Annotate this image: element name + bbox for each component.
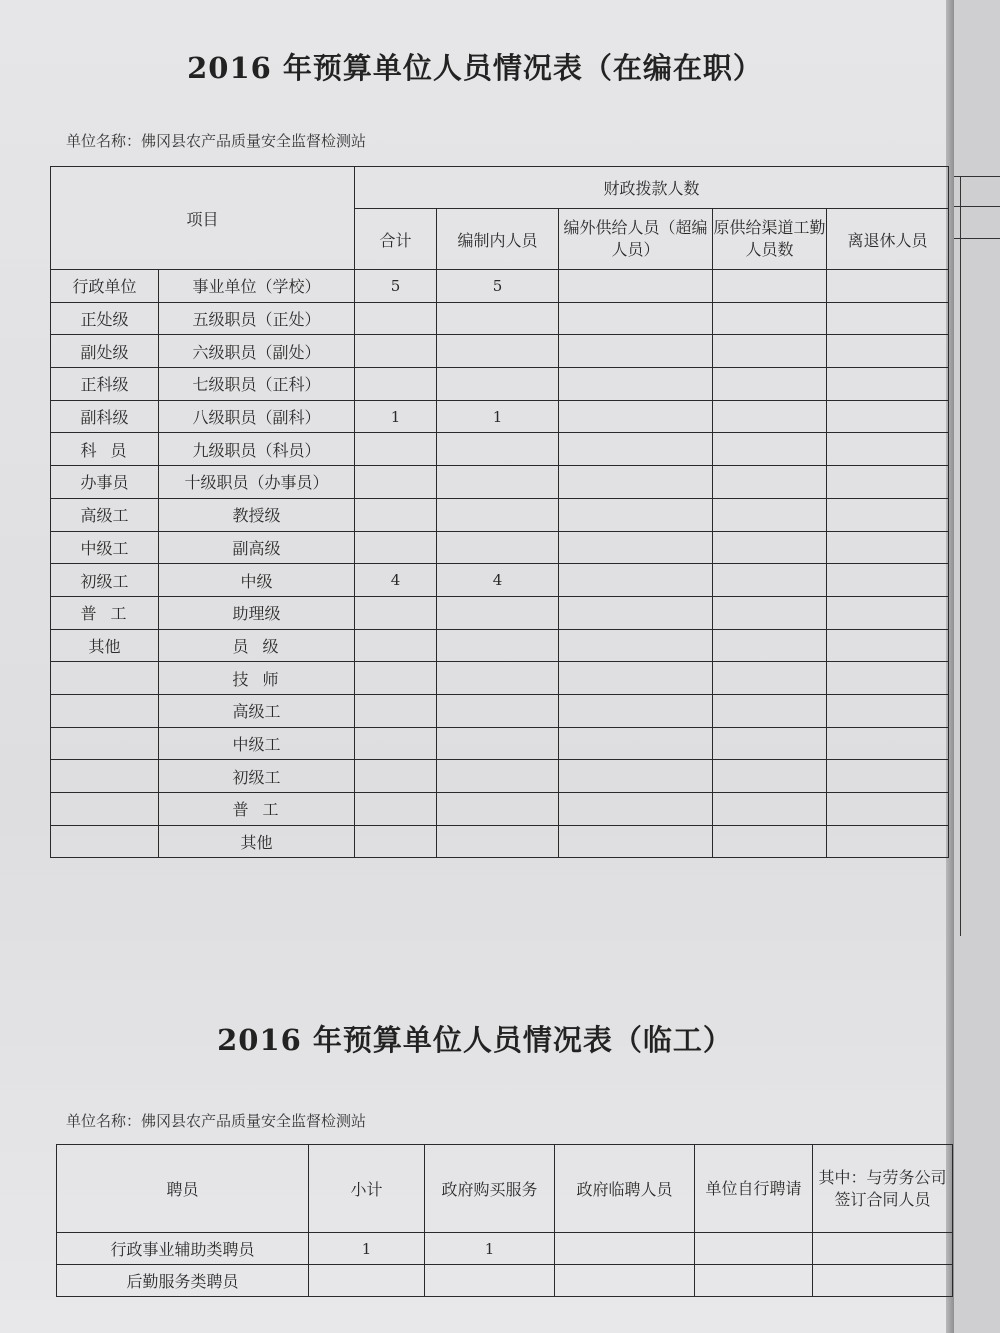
table-row [51, 629, 949, 662]
row-subcategory: 员级 [159, 629, 355, 662]
row-value-cell [827, 400, 949, 433]
row-value-cell [437, 760, 559, 793]
table-row [51, 498, 949, 531]
row-subcategory: 七级职员（正科） [159, 368, 355, 401]
row-category [51, 793, 159, 826]
row-value-cell [713, 433, 827, 466]
row-category: 中级工 [51, 531, 159, 564]
row-value-cell [827, 825, 949, 858]
row-value-cell [713, 335, 827, 368]
table-row [51, 760, 949, 793]
row-value-cell [355, 825, 437, 858]
row-value-cell [827, 760, 949, 793]
row-value-cell [355, 629, 437, 662]
table-row [51, 400, 949, 433]
row-category [51, 694, 159, 727]
row-value-cell: 5 [355, 270, 437, 303]
row-category [51, 662, 159, 695]
row-value-cell [355, 368, 437, 401]
row-category: 正处级 [51, 302, 159, 335]
table-row [51, 531, 949, 564]
row-value-cell [827, 694, 949, 727]
row-value-cell [559, 596, 713, 629]
row-value-cell [559, 498, 713, 531]
row-value-cell [713, 531, 827, 564]
row-value-cell [355, 335, 437, 368]
row-label: 后勤服务类聘员 [57, 1265, 309, 1297]
row-value-cell [559, 825, 713, 858]
t2-header-labor-contract: 其中：与劳务公司签订合同人员 [813, 1145, 953, 1233]
row-value-cell [355, 694, 437, 727]
row-category: 办事员 [51, 466, 159, 499]
row-value-cell [309, 1265, 425, 1297]
row-value-cell [827, 466, 949, 499]
row-subcategory: 技师 [159, 662, 355, 695]
row-value-cell [437, 433, 559, 466]
row-value-cell [713, 498, 827, 531]
row-value-cell [827, 433, 949, 466]
t2-header-gov-temp: 政府临聘人员 [555, 1145, 695, 1233]
staff-table-onduty [50, 166, 949, 858]
row-subcategory: 十级职员（办事员） [159, 466, 355, 499]
row-value-cell: 1 [437, 400, 559, 433]
table-row [51, 793, 949, 826]
row-value-cell [355, 596, 437, 629]
row-value-cell [355, 302, 437, 335]
table2-title: 2016 年预算单位人员情况表（临工） [217, 1023, 733, 1057]
row-value-cell [425, 1265, 555, 1297]
row-value-cell [827, 727, 949, 760]
row-label: 行政事业辅助类聘员 [57, 1233, 309, 1265]
row-value-cell: 5 [437, 270, 559, 303]
row-value-cell: 4 [355, 564, 437, 597]
row-value-cell [437, 694, 559, 727]
row-value-cell [559, 302, 713, 335]
row-value-cell [559, 760, 713, 793]
header-established: 编制内人员 [437, 209, 559, 270]
t2-header-gov-purchase: 政府购买服务 [425, 1145, 555, 1233]
row-value-cell [559, 793, 713, 826]
t2-header-subtotal: 小计 [309, 1145, 425, 1233]
row-subcategory: 教授级 [159, 498, 355, 531]
row-value-cell: 4 [437, 564, 559, 597]
row-value-cell [827, 335, 949, 368]
row-value-cell [713, 760, 827, 793]
row-category: 副处级 [51, 335, 159, 368]
row-value-cell [827, 531, 949, 564]
row-category: 普工 [51, 596, 159, 629]
adjacent-page-edge [954, 0, 1000, 1333]
row-value-cell [437, 825, 559, 858]
table-row [51, 335, 949, 368]
row-value-cell [827, 596, 949, 629]
row-subcategory: 中级 [159, 564, 355, 597]
row-subcategory: 助理级 [159, 596, 355, 629]
row-value-cell [813, 1265, 953, 1297]
table1-unit-name: 单位名称：佛冈县农产品质量安全监督检测站 [66, 132, 367, 150]
row-value-cell [559, 727, 713, 760]
header-item: 项目 [51, 167, 355, 270]
row-value-cell [437, 302, 559, 335]
t2-header-self-hired: 单位自行聘请 [695, 1145, 813, 1233]
row-value-cell [827, 629, 949, 662]
table-row [51, 302, 949, 335]
header-fiscal-group: 财政拨款人数 [355, 167, 949, 209]
row-subcategory: 五级职员（正处） [159, 302, 355, 335]
table-row [51, 694, 949, 727]
row-value-cell [437, 596, 559, 629]
table-row [51, 466, 949, 499]
row-value-cell [437, 498, 559, 531]
row-category: 高级工 [51, 498, 159, 531]
row-subcategory: 九级职员（科员） [159, 433, 355, 466]
row-value-cell [713, 302, 827, 335]
header-retired: 离退休人员 [827, 209, 949, 270]
table1-title: 2016 年预算单位人员情况表（在编在职） [187, 51, 763, 85]
row-subcategory: 其他 [159, 825, 355, 858]
table-row [57, 1265, 953, 1297]
row-value-cell [827, 498, 949, 531]
row-value-cell [827, 662, 949, 695]
row-value-cell [559, 662, 713, 695]
row-category: 副科级 [51, 400, 159, 433]
row-category: 科员 [51, 433, 159, 466]
row-value-cell [713, 596, 827, 629]
row-category [51, 825, 159, 858]
staff-table-temporary [56, 1144, 953, 1297]
row-value-cell [355, 498, 437, 531]
row-value-cell [559, 400, 713, 433]
row-value-cell [437, 629, 559, 662]
row-value-cell [827, 564, 949, 597]
row-subcategory: 中级工 [159, 727, 355, 760]
row-value-cell [713, 270, 827, 303]
row-subcategory: 高级工 [159, 694, 355, 727]
row-value-cell [437, 368, 559, 401]
row-value-cell [713, 825, 827, 858]
t2-header-employee: 聘员 [57, 1145, 309, 1233]
row-value-cell [559, 466, 713, 499]
row-value-cell [713, 793, 827, 826]
row-subcategory: 六级职员（副处） [159, 335, 355, 368]
table-row [51, 825, 949, 858]
header-original-workers: 原供给渠道工勤人员数 [713, 209, 827, 270]
row-value-cell [713, 727, 827, 760]
row-value-cell [827, 793, 949, 826]
row-value-cell [713, 466, 827, 499]
table-row [51, 368, 949, 401]
row-value-cell [713, 368, 827, 401]
row-value-cell [559, 531, 713, 564]
row-value-cell [559, 270, 713, 303]
row-value-cell [695, 1233, 813, 1265]
row-value-cell [437, 335, 559, 368]
table-row [57, 1233, 953, 1265]
row-value-cell [355, 793, 437, 826]
row-value-cell [437, 727, 559, 760]
table-row [51, 270, 949, 303]
table-row [51, 662, 949, 695]
row-value-cell [355, 433, 437, 466]
row-value-cell [355, 760, 437, 793]
row-value-cell [559, 335, 713, 368]
header-extra-staff: 编外供给人员（超编人员） [559, 209, 713, 270]
row-value-cell [827, 302, 949, 335]
row-value-cell [695, 1265, 813, 1297]
row-value-cell: 1 [425, 1233, 555, 1265]
row-value-cell [559, 368, 713, 401]
row-subcategory: 初级工 [159, 760, 355, 793]
table-row [51, 564, 949, 597]
row-value-cell [813, 1233, 953, 1265]
row-subcategory: 八级职员（副科） [159, 400, 355, 433]
row-value-cell: 1 [355, 400, 437, 433]
row-category: 初级工 [51, 564, 159, 597]
row-value-cell [559, 694, 713, 727]
row-subcategory: 事业单位（学校） [159, 270, 355, 303]
row-value-cell [559, 433, 713, 466]
row-category: 其他 [51, 629, 159, 662]
header-total: 合计 [355, 209, 437, 270]
table-row [51, 596, 949, 629]
row-value-cell [437, 531, 559, 564]
row-value-cell [555, 1265, 695, 1297]
row-value-cell [713, 564, 827, 597]
row-value-cell [559, 629, 713, 662]
row-value-cell [713, 662, 827, 695]
row-value-cell [827, 270, 949, 303]
row-category: 正科级 [51, 368, 159, 401]
row-value-cell [713, 400, 827, 433]
row-subcategory: 普工 [159, 793, 355, 826]
row-category [51, 760, 159, 793]
row-value-cell [355, 531, 437, 564]
row-value-cell [559, 564, 713, 597]
row-value-cell [713, 629, 827, 662]
row-value-cell [437, 466, 559, 499]
row-value-cell [355, 727, 437, 760]
row-subcategory: 副高级 [159, 531, 355, 564]
table-row [51, 727, 949, 760]
row-value-cell [713, 694, 827, 727]
row-value-cell [355, 466, 437, 499]
row-category [51, 727, 159, 760]
row-value-cell [555, 1233, 695, 1265]
row-category: 行政单位 [51, 270, 159, 303]
table-row [51, 433, 949, 466]
row-value-cell [437, 793, 559, 826]
table2-unit-name: 单位名称：佛冈县农产品质量安全监督检测站 [66, 1112, 367, 1130]
row-value-cell [827, 368, 949, 401]
row-value-cell: 1 [309, 1233, 425, 1265]
row-value-cell [355, 662, 437, 695]
row-value-cell [437, 662, 559, 695]
